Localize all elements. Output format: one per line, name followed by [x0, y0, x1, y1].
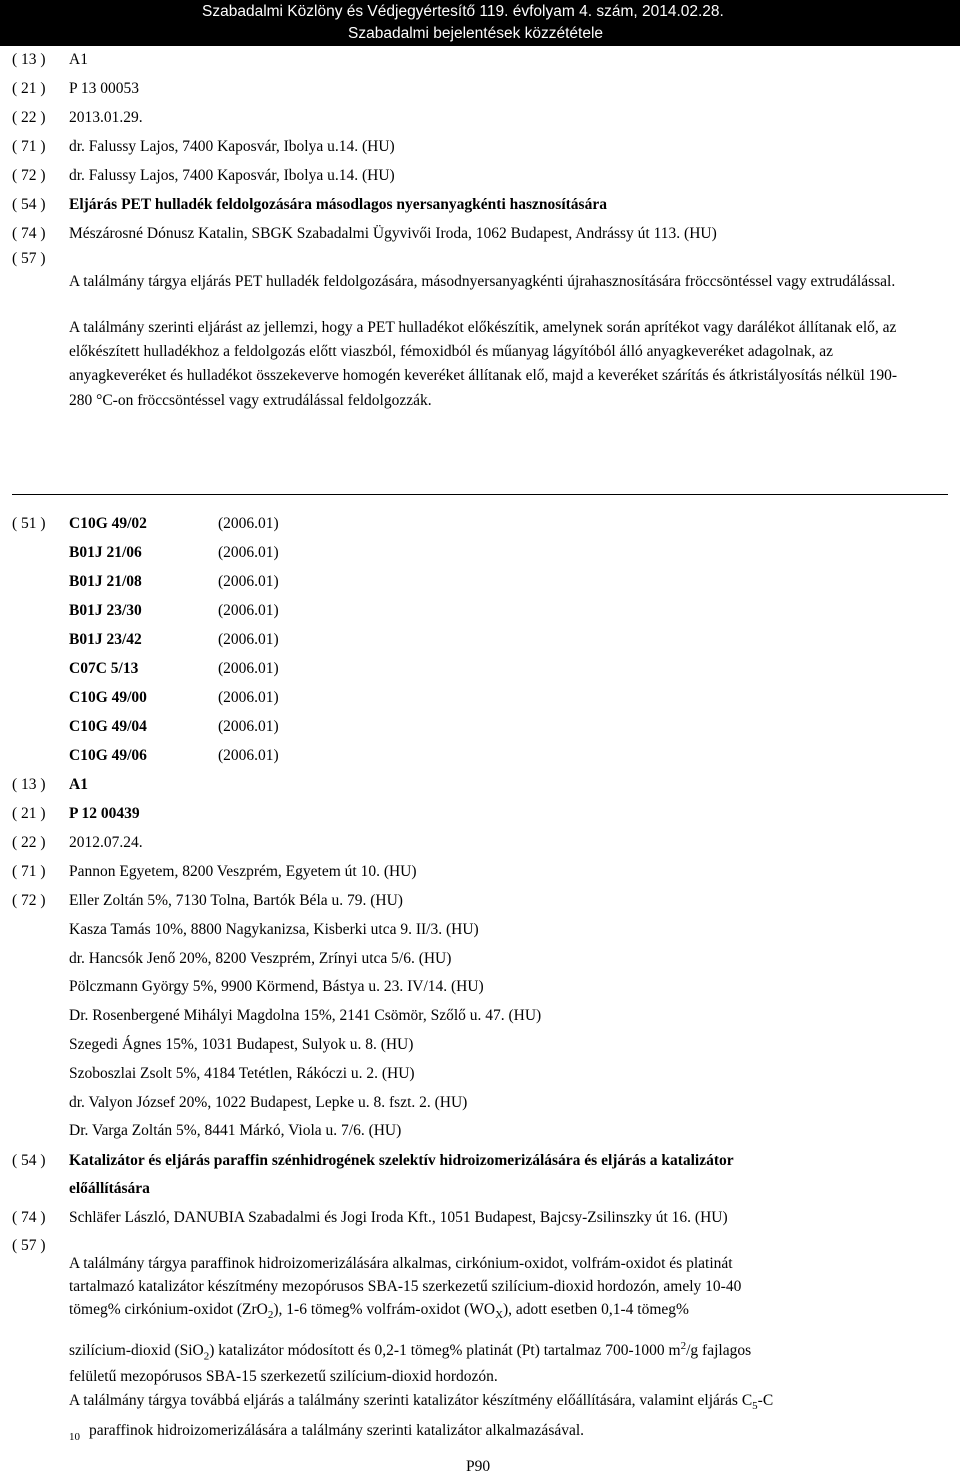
field-code: ( 21 ): [12, 805, 46, 822]
patent-title: Eljárás PET hulladék feldolgozására másodlagos nyersanyagkénti hasznosítására: [69, 196, 607, 213]
ipc-class: C10G 49/04: [69, 718, 147, 735]
section-title: Szabadalmi bejelentések közzététele: [348, 25, 604, 42]
page-number: P90: [466, 1458, 491, 1475]
applicant: dr. Falussy Lajos, 7400 Kaposvár, Ibolya u.14. (HU): [69, 138, 395, 155]
inventor: Dr. Rosenbergené Mihályi Magdolna 15%, 2141 Csömör, Szőlő u. 47. (HU): [69, 1007, 542, 1024]
ipc-version: (2006.01): [218, 718, 279, 735]
field-code: ( 54 ): [12, 1152, 46, 1169]
abstract-line: szilícium-dioxid (SiO$_2$) katalizátor módosított és 0,2-1 tömeg% platinát (Pt) tartalmaz 700-1000 $m^2/g$ fajlagos: [69, 1340, 752, 1363]
inventor: Szegedi Ágnes 15%, 1031 Budapest, Sulyok u. 8. (HU): [69, 1036, 414, 1053]
filing-date: 2012.07.24.: [69, 834, 143, 851]
abstract-line: A találmány tárgya paraffinok hidroizomerizálására alkalmas, cirkónium-oxidot, volfrám-oxidot és platinát: [69, 1255, 733, 1272]
inventor: dr. Valyon József 20%, 1022 Budapest, Lepke u. 8. fszt. 2. (HU): [69, 1094, 468, 1111]
field-code: ( 51 ): [12, 515, 46, 532]
ipc-version: (2006.01): [218, 747, 279, 764]
application-number: P 12 00439: [69, 805, 140, 822]
ipc-version: (2006.01): [218, 573, 279, 590]
ipc-version: (2006.01): [218, 631, 279, 648]
ipc-class: B01J 23/42: [69, 631, 142, 648]
field-code: ( 13 ): [12, 51, 46, 68]
abstract-paragraph: A találmány tárgya eljárás PET hulladék feldolgozására, másodnyersanyagkénti újrahasznosítására fröccsöntéssel vagy extrudálással.: [69, 273, 896, 290]
field-code: ( 57 ): [12, 250, 46, 267]
ipc-class: C10G 49/02: [69, 515, 147, 532]
ipc-class: C07C 5/13: [69, 660, 139, 677]
inventor: dr. Falussy Lajos, 7400 Kaposvár, Ibolya u.14. (HU): [69, 167, 395, 184]
ipc-version: (2006.01): [218, 544, 279, 561]
application-number: P 13 00053: [69, 80, 140, 97]
inventor: Kasza Tamás 10%, 8800 Nagykanizsa, Kisberki utca 9. II/3. (HU): [69, 921, 479, 938]
field-code: ( 71 ): [12, 138, 46, 155]
patent-title: Katalizátor és eljárás paraffin szénhidrogének szelektív hidroizomerizálására és eljárás a katalizátor: [69, 1152, 734, 1169]
abstract-line: A találmány tárgya továbbá eljárás a találmány szerinti katalizátor készítmény előállítására, valamint eljárás $C_5-C$: [69, 1392, 774, 1413]
subscript-10: 10: [69, 1431, 80, 1443]
representative: Mészárosné Dónusz Katalin, SBGK Szabadalmi Ügyvivői Iroda, 1062 Budapest, Andrássy út 113. (HU): [69, 225, 717, 242]
ipc-version: (2006.01): [218, 689, 279, 706]
field-code: ( 54 ): [12, 196, 46, 213]
abstract-line: tartalmazó katalizátor készítmény mezopórusos SBA-15 szerkezetű szilícium-dioxid hordozón, amely 10-40: [69, 1278, 742, 1295]
ipc-class: C10G 49/00: [69, 689, 147, 706]
inventor: Dr. Varga Zoltán 5%, 8441 Márkó, Viola u. 7/6. (HU): [69, 1122, 402, 1139]
inventor: Pölczmann György 5%, 9900 Körmend, Bástya u. 23. IV/14. (HU): [69, 978, 484, 995]
field-code: ( 71 ): [12, 863, 46, 880]
kind-code: A1: [69, 776, 88, 793]
inventor: dr. Hancsók Jenő 20%, 8200 Veszprém, Zrínyi utca 5/6. (HU): [69, 950, 452, 967]
abstract-line: felületű mezopórusos SBA-15 szerkezetű szilícium-dioxid hordozón.: [69, 1368, 498, 1385]
field-code: ( 21 ): [12, 80, 46, 97]
field-code: ( 13 ): [12, 776, 46, 793]
journal-header: [0, 0, 960, 46]
ipc-version: (2006.01): [218, 602, 279, 619]
field-code: ( 74 ): [12, 1209, 46, 1226]
field-code: ( 57 ): [12, 1237, 46, 1254]
ipc-class: B01J 23/30: [69, 602, 142, 619]
ipc-class: C10G 49/06: [69, 747, 147, 764]
journal-title: Szabadalmi Közlöny és Védjegyértesítő 119. évfolyam 4. szám, 2014.02.28.: [202, 3, 724, 20]
filing-date: 2013.01.29.: [69, 109, 143, 126]
field-code: ( 22 ): [12, 834, 46, 851]
ipc-version: (2006.01): [218, 660, 279, 677]
applicant: Pannon Egyetem, 8200 Veszprém, Egyetem út 10. (HU): [69, 863, 417, 880]
entry-divider: [12, 494, 948, 495]
ipc-class: B01J 21/08: [69, 573, 142, 590]
ipc-class: B01J 21/06: [69, 544, 142, 561]
field-code: ( 72 ): [12, 167, 46, 184]
patent-title-cont: előállítására: [69, 1180, 150, 1197]
inventor: Eller Zoltán 5%, 7130 Tolna, Bartók Béla u. 79. (HU): [69, 892, 403, 909]
abstract-line: tömeg% cirkónium-oxidot (ZrO$_2$), 1-6 tömeg% volfrám-oxidot $(WO_X)$, adott esetben 0,1-4 tömeg%: [69, 1301, 689, 1322]
inventor: Szoboszlai Zsolt 5%, 4184 Tetétlen, Rákóczi u. 2. (HU): [69, 1065, 415, 1082]
abstract-paragraph: A találmány szerinti eljárást az jellemzi, hogy a PET hulladékot előkészítik, amelynek során aprítékot vagy darálékot állítanak elő, az előkészített hulladékhoz a feldolgozás előtt viaszból, fémoxidból és műanyag lágyítóból álló anyagkeveréket adagolnak, az anyagkeveréket és hulladékot összekeverve homogén keveréket állítanak elő, majd a keveréket szárítás és átkristályosítás nélkül 190-280 °C-on fröccsöntéssel vagy extrudálással feldolgozzák.: [69, 319, 898, 409]
kind-code: A1: [69, 51, 88, 68]
field-code: ( 22 ): [12, 109, 46, 126]
ipc-version: (2006.01): [218, 515, 279, 532]
abstract-line: paraffinok hidroizomerizálására a találmány szerinti katalizátor alkalmazásával.: [89, 1422, 585, 1439]
field-code: ( 74 ): [12, 225, 46, 242]
field-code: ( 72 ): [12, 892, 46, 909]
representative: Schläfer László, DANUBIA Szabadalmi és Jogi Iroda Kft., 1051 Budapest, Bajcsy-Zsilinszky út 16. (HU): [69, 1209, 728, 1226]
